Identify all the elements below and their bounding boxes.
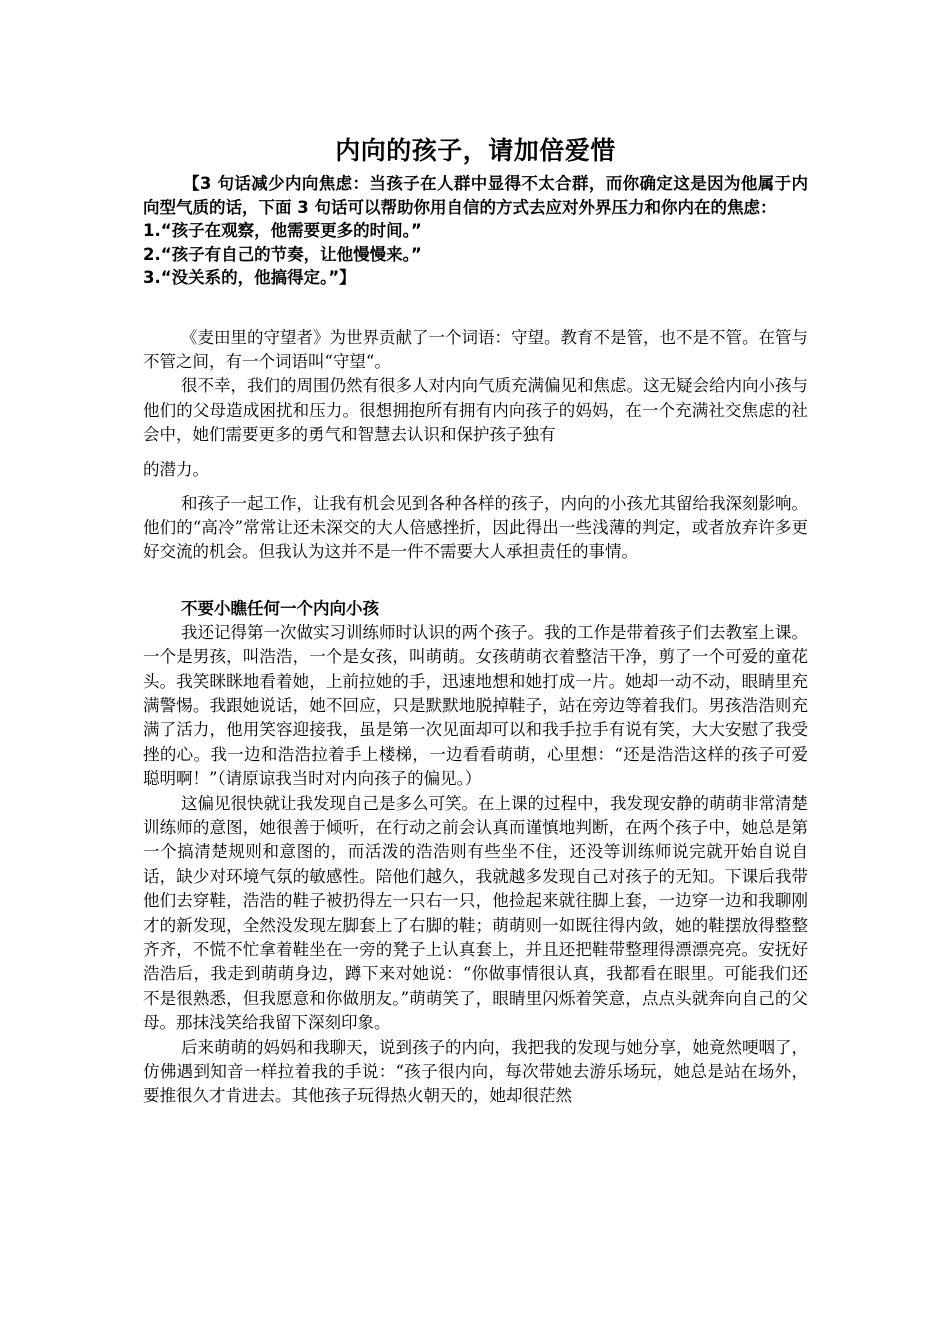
section-heading: 不要小瞧任何一个内向小孩 [181,598,379,618]
paragraph-unfortunately-tail: 的潜力。 [143,459,209,479]
summary-intro: 【3 句话减少内向焦虑：当孩子在人群中显得不太合群，而你确定这是因为他属于内向型气质的话，下面 3 句话可以帮助你用自信的方式去应对外界压力和你内在的焦虑： [143,174,808,217]
paragraph-unfortunately: 很不幸，我们的周围仍然有很多人对内向气质充满偏见和焦虑。这无疑会给内向小孩与他们的父母造成困扰和压力。很想拥抱所有拥有内向孩子的妈妈，在一个充满社交焦虑的社会中，她们需要更多的勇气和智慧去认识和保护孩子独有 [143,376,808,445]
document-title: 内向的孩子，请加倍爱惜 [335,136,616,165]
paragraph-working-with-children: 和孩子一起工作，让我有机会见到各种各样的孩子，内向的小孩尤其留给我深刻影响。他们的“高冷”常常让还未深交的大人倍感挫折，因此得出一些浅薄的判定，或者放弃许多更好交流的机会。但我认为这并不是一件不需要大人承担责任的事情。 [143,493,808,562]
summary-point-1: 1.“孩子在观察，他需要更多的时间。” [143,221,422,240]
summary-block [143,172,808,290]
paragraph-watcher: 《麦田里的守望者》为世界贡献了一个词语：守望。教育不是管，也不是不管。在管与不管之间，有一个词语叫“守望“。 [143,327,808,371]
document-content [143,134,808,1109]
paragraph-prejudice: 这偏见很快就让我发现自己是多么可笑。在上课的过程中，我发现安静的萌萌非常清楚训练师的意图，她很善于倾听，在行动之前会认真而谨慎地判断，在两个孩子中，她总是第一个搞清楚规则和意图的，而活泼的浩浩则有些坐不住，还没等训练师说完就开始自说自话，缺少对环境气氛的敏感性。陪他们越久，我就越多发现自己对孩子的无知。下课后我带他们去穿鞋，浩浩的鞋子被扔得左一只右一只，他捡起来就往脚上套，一边穿一边和我聊刚才的新发现，全然没发现左脚套上了右脚的鞋；萌萌则一如既往得内敛，她的鞋摆放得整整齐齐，不慌不忙拿着鞋坐在一旁的凳子上认真套上，并且还把鞋带整理得漂漂亮亮。安抚好浩浩后，我走到萌萌身边，蹲下来对她说：“你做事情很认真，我都看在眼里。可能我们还不是很熟悉，但我愿意和你做朋友。”萌萌笑了，眼睛里闪烁着笑意，点点头就奔向自己的父母。那抹浅笑给我留下深刻印象。 [143,793,808,1033]
summary-point-3: 3.“没关系的，他搞得定。”】 [143,268,356,287]
paragraph-first-internship: 我还记得第一次做实习训练师时认识的两个孩子。我的工作是带着孩子们去教室上课。一个是男孩，叫浩浩，一个是女孩，叫萌萌。女孩萌萌衣着整洁干净，剪了一个可爱的童花头。我笑眯眯地看着她，上前拉她的手，迅速地想和她打成一片。她却一动不动，眼睛里充满警惕。我跟她说话，她不回应，只是默默地脱掉鞋子，站在旁边等着我们。男孩浩浩则充满了活力，他用笑容迎接我，虽是第一次见面却可以和我手拉手有说有笑，大大安慰了我受挫的心。我一边和浩浩拉着手上楼梯，一边看看萌萌，心里想：“还是浩浩这样的孩子可爱聪明啊！”（请原谅我当时对内向孩子的偏见。） [143,622,808,789]
body-text [143,326,808,1109]
summary-point-2: 2.“孩子有自己的节奏，让他慢慢来。” [143,244,422,264]
paragraph-mother-talk: 后来萌萌的妈妈和我聊天，说到孩子的内向，我把我的发现与她分享，她竟然哽咽了，仿佛遇到知音一样拉着我的手说：“孩子很内向，每次带她去游乐场玩，她总是站在场外，要推很久才肯进去。其他孩子玩得热火朝天的，她却很茫然 [143,1037,808,1106]
